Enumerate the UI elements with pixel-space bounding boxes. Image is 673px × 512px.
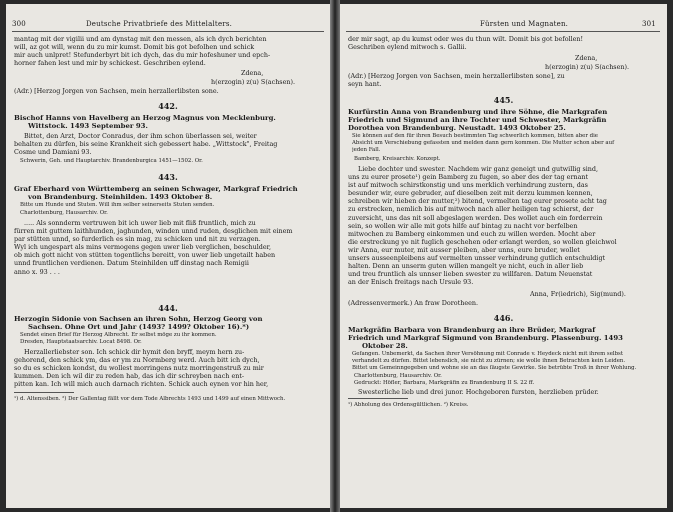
footnote-rule-right [348, 398, 408, 399]
text-line: besunder wir, eure gebruder, auf dieselben zeit mit derzu kummen kennen, [348, 189, 593, 198]
text-line: die erstreckung ye nit fuglich geschehen oder erlangt werden, so wollen gleichwol [348, 237, 617, 246]
section-445-signature: Anna, Fr(iedrich), Sig(mund). [530, 290, 626, 298]
section-446-note [352, 351, 662, 372]
text-line: mantag mit der vigilii und am dynstag mit den messen, als ich dych berichten [14, 35, 267, 43]
text-line: unnd fruntlichen verdienen. Datum Steinhilden uff dinstag nach Remigii [14, 259, 249, 268]
text-line: schreiben wir hieben der mutter,²) bitend, vermelten tag eurer prosete acht tag [348, 197, 607, 206]
section-443-source: Charlottenburg, Hausarchiv. Or. [20, 210, 108, 216]
section-442-heading [14, 114, 326, 130]
section-444-heading [14, 315, 326, 331]
heading-line: Kurfürstin Anna von Brandenburg und ihre Söhne, die Markgrafen [348, 108, 608, 116]
section-442-body [14, 132, 326, 156]
text-line: an der Enisch freitags nach Ursule 93. [348, 278, 474, 287]
left-page [6, 4, 330, 508]
text-line: kummen. Den ich wil dir zu reden hab, das ich dir schreyben nach ent- [14, 372, 245, 381]
closing-left: Zdena, [241, 69, 264, 77]
text-line: behalten zu dürfen, bis seine Krankheit sich gebessert habe. „Wittstock", Freitag [14, 140, 278, 149]
text-line: wir Anna, eur muter, mit ausser pleiben, aber unns, eure bruder, wollet [348, 245, 580, 254]
text-line: ..... Als sonnderm vertruwen bit ich uwer lieb mit fliß fruntlich, mich zu [24, 219, 256, 227]
text-line: unsers ausseenpleibens auf vermelten unsser verhindrung gutlich entschuldigt [348, 254, 606, 263]
section-445-heading [348, 108, 662, 132]
page-number-left: 300 [12, 20, 26, 28]
note-line: Sie können auf den für ihren Besuch bestimmten Tag schwerlich kommen, bitten aber die [352, 133, 598, 139]
text-line: Herzallerliebster son. Ich schick dir hymit den bryff, meym hern zu- [24, 348, 245, 356]
text-line: zu erstrecken, nemlich bis auf mitwoch nach aller heiligen tag schierst, der [348, 205, 594, 214]
text-line: ob mich gott nicht von stütten togentlichs bereitt, von uwer lieb ungetailt haben [14, 251, 276, 260]
intro-text-right [348, 35, 660, 51]
note-line: Dresden, Hauptstaatsarchiv. Locat 8498. Or. [20, 339, 142, 345]
heading-line: Dorothea von Brandenburg. Neustadt. 1493 Oktober 25. [348, 124, 566, 133]
page-number-right: 301 [642, 20, 656, 28]
running-head-right: Fürsten und Magnaten. [480, 20, 569, 28]
section-443-body [14, 219, 326, 276]
text-line: mitwochen zu Bamberg einkommen und euch zu willen werden. Mocht aber [348, 229, 596, 238]
text-line: (Adr.) [Herzog Jorgen von Sachsen, mein herzallerlibsten sone], zu [348, 72, 565, 80]
text-line: halten. Denn an unserm guten willen mangelt ye nicht, euch in aller lieb [348, 262, 584, 271]
text-line: will, az got will, wenn du zu mir kumst. Domit bis got befolhen und schick [14, 43, 255, 52]
closing-right: Zdena, [575, 54, 598, 62]
section-number-443: 443. [158, 173, 178, 182]
book-gutter [330, 0, 340, 512]
section-445-source: Bamberg, Kreisarchiv. Konzept. [354, 156, 441, 162]
text-line: Wyl ich ungespart als mins vermogens gegen uwer lieb verglichen, beschulder, [14, 243, 272, 252]
text-line: Geschriben eylend mitwoch s. Gallii. [348, 43, 467, 52]
section-number-445: 445. [493, 96, 514, 105]
section-445-body [348, 165, 662, 286]
address-right [348, 72, 660, 88]
running-head-left: Deutsche Privatbriefe des Mittelalters. [86, 20, 233, 28]
note-line: Absicht um Verschiebung gefassten und melden dann gern kommen. Die Mutter schon aber auf [352, 140, 615, 146]
section-number-442: 442. [158, 102, 178, 111]
text-line: ist auf mitwoch schirstkonstig und uns merklich verhindrung zustern, das [348, 181, 588, 190]
section-445-address: (Adressenvermerk.) An fraw Dorotheen. [348, 299, 479, 307]
text-line: und treu fruntlich als unnser lieben swester zu willfaren. Datum Neuenstat [348, 270, 593, 279]
section-number-444: 444. [158, 304, 178, 313]
section-445-note [352, 133, 662, 154]
heading-line: Bischof Hanns von Havelberg an Herzog Magnus von Mecklenburg. [14, 114, 276, 122]
note-line: Bittet um Gemeinngegeben und wohne sie an das ſäugste Gewirke. Sie betrübte Troß in ihrer Wohlung. [352, 365, 637, 371]
footnotes-left: ¹) d. Altenssiben. ²) Der Gallentag fällt vor dem Tode Albrechts 1493 und 1499 auf einen Mittwoch. [14, 396, 286, 402]
heading-line: Friedrich und Markgraf Sigmund von Brandenburg. Plassenburg. 1493 [348, 334, 623, 343]
section-442-source: Schwerin, Geh. und Hauptarchiv. Brandenburgica 1451—1502. Or. [20, 158, 203, 164]
heading-line: Markgräfin Barbara von Brandenburg an ihre Brüder, Markgraf [348, 326, 596, 334]
text-line: Swesterliche lieb und drei junor. Hochgeboren fursten, herzlieben prüder. [358, 388, 599, 396]
text-line: gehorend, den schick ym, das er ym zu Normberg werd. Auch bitt ich dych, [14, 356, 260, 365]
heading-line: Wittstock. 1493 September 93. [28, 122, 148, 131]
section-number-446: 446. [493, 314, 514, 323]
heading-line: Friedrich und Sigmund an ihre Tochter und Schwester, Markgräfin [348, 116, 607, 125]
section-444-body [14, 348, 326, 388]
header-rule-left [12, 31, 324, 32]
note-line: jeden Fall. [352, 147, 381, 153]
heading-line: von Brandenburg. Steinhilden. 1493 Oktober 8. [28, 193, 213, 202]
footnote-rule-left [14, 392, 74, 393]
text-line: zuversicht, uns das nit soll abgeslagen werden. Des wollet auch ein forderrein [348, 213, 603, 222]
section-446-body [358, 388, 662, 396]
text-line: Liebe dochter und swester. Nachdem wir ganz geneigt und gutwillig sind, [358, 165, 599, 173]
text-line: sein, so wollen wir alle mit gots hilfe auf bintag zu nacht vor berfelben [348, 221, 578, 230]
text-line: mir auch unlpret! Stefunderbyrt bit ich dych, das du mir hofeshuner und epch- [14, 51, 271, 60]
note-line: Gefangen. Unbemerkt, da Sachen ihrer Versöhnung mit Conrade v. Heydeck nicht mit ihrem selbst [352, 351, 623, 357]
signature-right: h(erzogin) z(u) S(achsen). [545, 63, 630, 71]
footnotes-right: ¹) Abholung des Ordensgültlichen. ²) Kreiss. [348, 402, 469, 408]
text-line: seyn hant. [348, 80, 382, 89]
section-444-note [20, 332, 217, 346]
heading-line: Graf Eberhard von Württemberg an seinen Schwager, Markgraf Friedrich [14, 185, 298, 193]
section-443-note: Bitte um Hunde und Stuten. Will ihm selber seinerseits Stuten senden. [20, 202, 215, 208]
text-line: horner fahen lest und mir by schickest. Geschriben eylend. [14, 59, 206, 68]
text-line: Cosme und Damiani 93. [14, 148, 92, 157]
text-line: so du es schicken kondst, du wollest morringens nutz morringenstruß zu mir [14, 364, 264, 373]
text-line: uns zu eurer prosete¹) gein Bamberg zu fugen, so aber des der tag ernant [348, 173, 589, 182]
note-line: verhandelt zu dürfen. Bittet lebenslich, sie nicht zu zürnen; sie wolle ihnen Betrachten kein Leiden. [352, 358, 626, 364]
source-line: Charlottenburg, Hausarchiv. Or. [354, 373, 442, 379]
heading-line: Oktober 28. [362, 342, 408, 351]
address-left: (Adr.) [Herzog Jorgen von Sachsen, mein herzallerlibsten sone. [14, 87, 219, 95]
heading-line: Sachsen. Ohne Ort und Jahr (1493? 1499? Oktober 16).*) [28, 323, 250, 332]
header-rule-right [346, 31, 660, 32]
text-line: der mir sagt, ap du kumst oder wes du thun wilt. Domit bis got befollen! [348, 35, 584, 43]
section-446-source [354, 373, 534, 387]
right-page [340, 4, 667, 508]
section-443-heading [14, 185, 326, 201]
intro-text-left [14, 35, 326, 67]
text-line: Bittet, den Arzt, Doctor Conradus, der ihm schon überlassen sei, weiter [24, 132, 257, 140]
source-line: Gedruckt: Höfler, Barbara, Markgräfin zu Brandenburg II S. 22 ff. [354, 380, 535, 386]
heading-line: Herzogin Sidonie von Sachsen an ihren Sohn, Herzog Georg von [14, 315, 263, 323]
section-446-heading [348, 326, 662, 350]
text-line: fürren mit guttem laithhunden, jaghunden, winden unnd ruden, desglichen mit einem [14, 227, 293, 236]
signature-left: h(erzogin) z(u) S(achsen). [211, 78, 296, 86]
text-line: anno x. 93 . . . [14, 267, 60, 276]
note-line: Sendet einen Brief für Herzog Albrecht. Er selbst möge zu ihr kommen. [20, 332, 217, 338]
text-line: par stütten unnd, so furderlich es sin mag, zu schicken und nit zu verzagen. [14, 235, 261, 244]
text-line: pitten kan. Ich will mich auch darnach richten. Schick auch eynen vor hin her, [14, 380, 269, 389]
